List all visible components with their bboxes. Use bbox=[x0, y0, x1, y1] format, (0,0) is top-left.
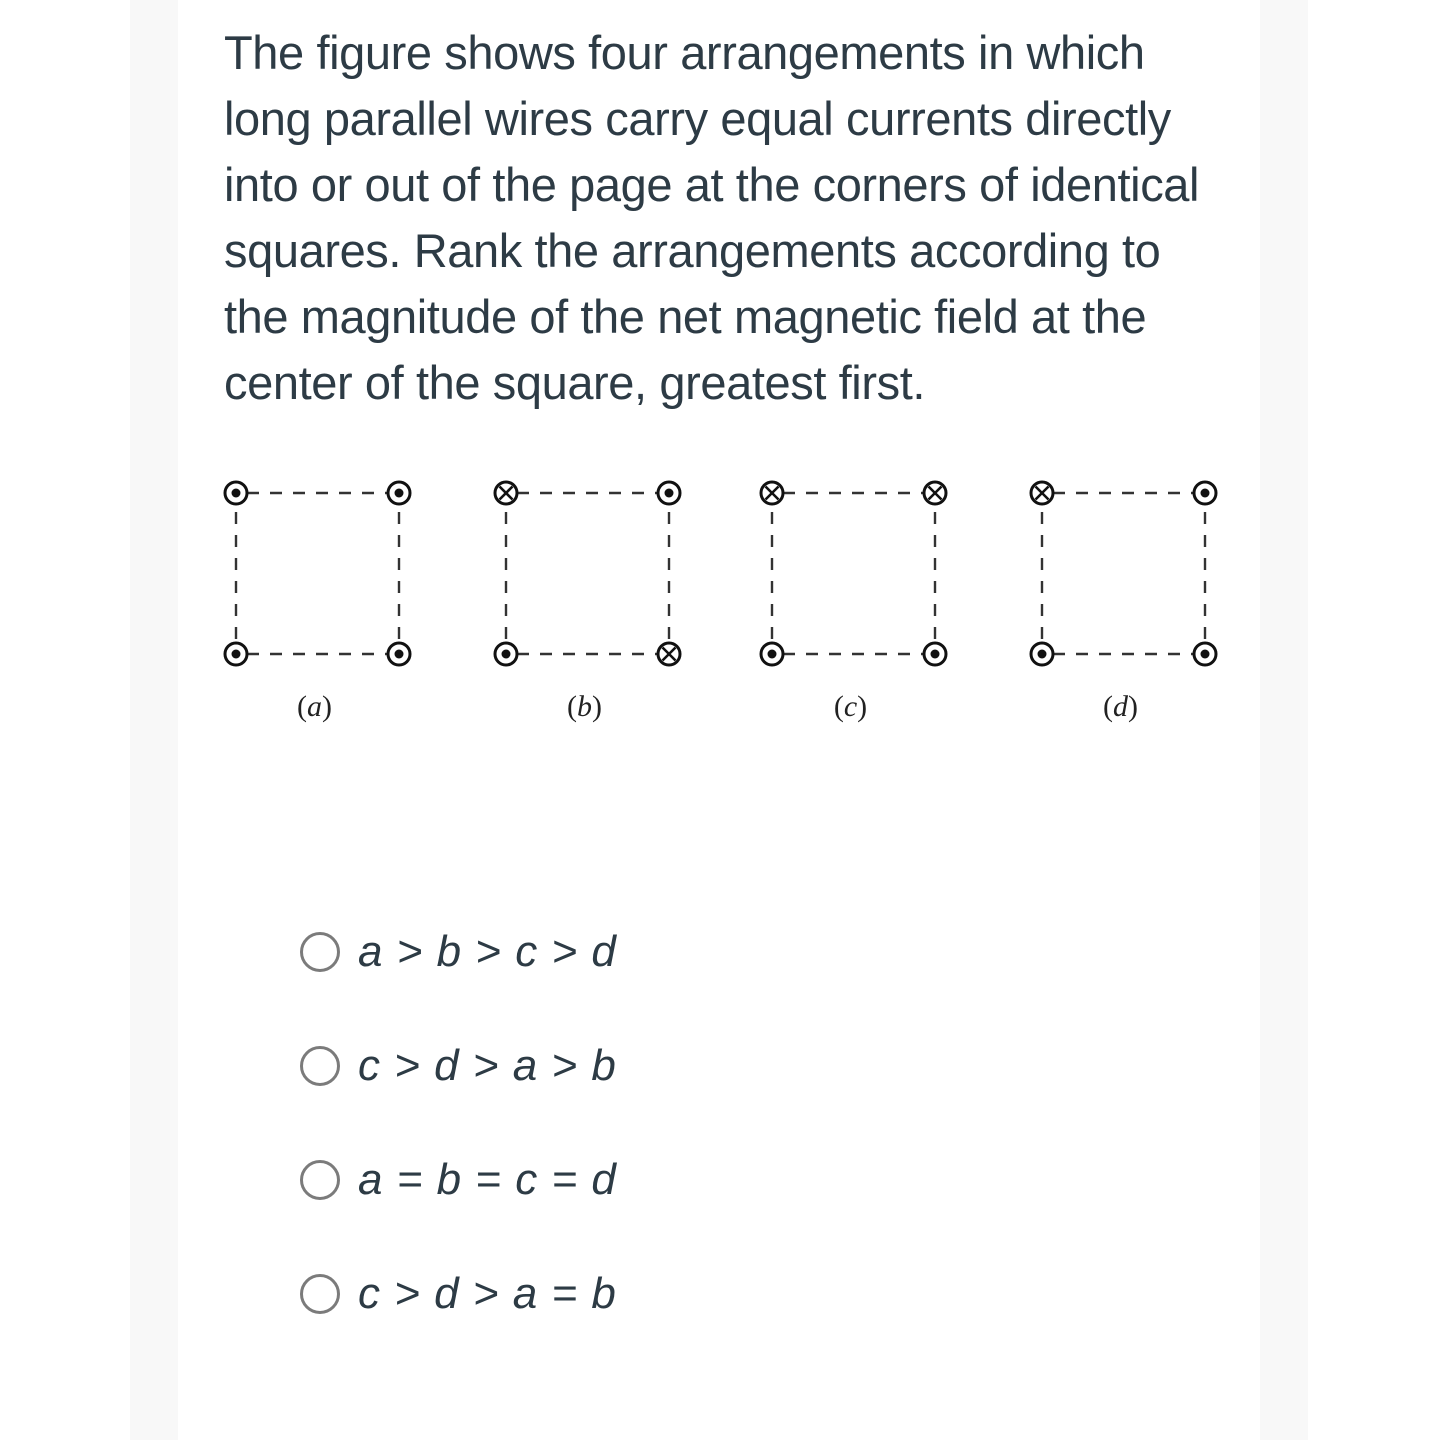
answer-label: a > b > c > d bbox=[358, 927, 616, 976]
answer-list bbox=[300, 920, 616, 1376]
arrangement-a bbox=[225, 482, 410, 723]
answer-label: c > d > a > b bbox=[358, 1041, 616, 1090]
dot-in-circle-icon bbox=[1194, 643, 1216, 665]
answer-option-4[interactable] bbox=[300, 1262, 616, 1326]
arrangement-b bbox=[495, 482, 680, 723]
arrangement-c bbox=[761, 482, 946, 723]
radio-button-icon[interactable] bbox=[300, 1160, 340, 1200]
radio-button-icon[interactable] bbox=[300, 1274, 340, 1314]
cross-in-circle-icon bbox=[1031, 482, 1053, 504]
cross-in-circle-icon bbox=[761, 482, 783, 504]
dot-in-circle-icon bbox=[1194, 482, 1216, 504]
answer-label: a = b = c = d bbox=[358, 1155, 616, 1204]
radio-button-icon[interactable] bbox=[300, 932, 340, 972]
answer-option-3[interactable] bbox=[300, 1148, 616, 1212]
dot-in-circle-icon bbox=[1031, 643, 1053, 665]
arrangement-label: (d) bbox=[1103, 690, 1138, 723]
dot-in-circle-icon bbox=[658, 482, 680, 504]
answer-label: c > d > a = b bbox=[358, 1269, 616, 1318]
dot-in-circle-icon bbox=[225, 482, 247, 504]
arrangement-label: (a) bbox=[297, 690, 332, 723]
dot-in-circle-icon bbox=[225, 643, 247, 665]
dot-in-circle-icon bbox=[761, 643, 783, 665]
cross-in-circle-icon bbox=[924, 482, 946, 504]
right-gutter bbox=[1260, 0, 1308, 1440]
dot-in-circle-icon bbox=[924, 643, 946, 665]
left-gutter bbox=[130, 0, 178, 1440]
dot-in-circle-icon bbox=[388, 482, 410, 504]
answer-option-1[interactable] bbox=[300, 920, 616, 984]
arrangement-d bbox=[1031, 482, 1216, 723]
arrangement-label: (b) bbox=[567, 690, 602, 723]
dot-in-circle-icon bbox=[495, 643, 517, 665]
answer-option-2[interactable] bbox=[300, 1034, 616, 1098]
dot-in-circle-icon bbox=[388, 643, 410, 665]
cross-in-circle-icon bbox=[495, 482, 517, 504]
arrangement-label: (c) bbox=[833, 690, 868, 723]
cross-in-circle-icon bbox=[658, 643, 680, 665]
radio-button-icon[interactable] bbox=[300, 1046, 340, 1086]
question-text: The figure shows four arrangements in which long parallel wires carry equal currents directly into or out of the page at the corners of identical squares. Rank the arrangements according to the magnitude of the net magnetic field at the center of the square, greatest first. bbox=[224, 26, 1200, 409]
